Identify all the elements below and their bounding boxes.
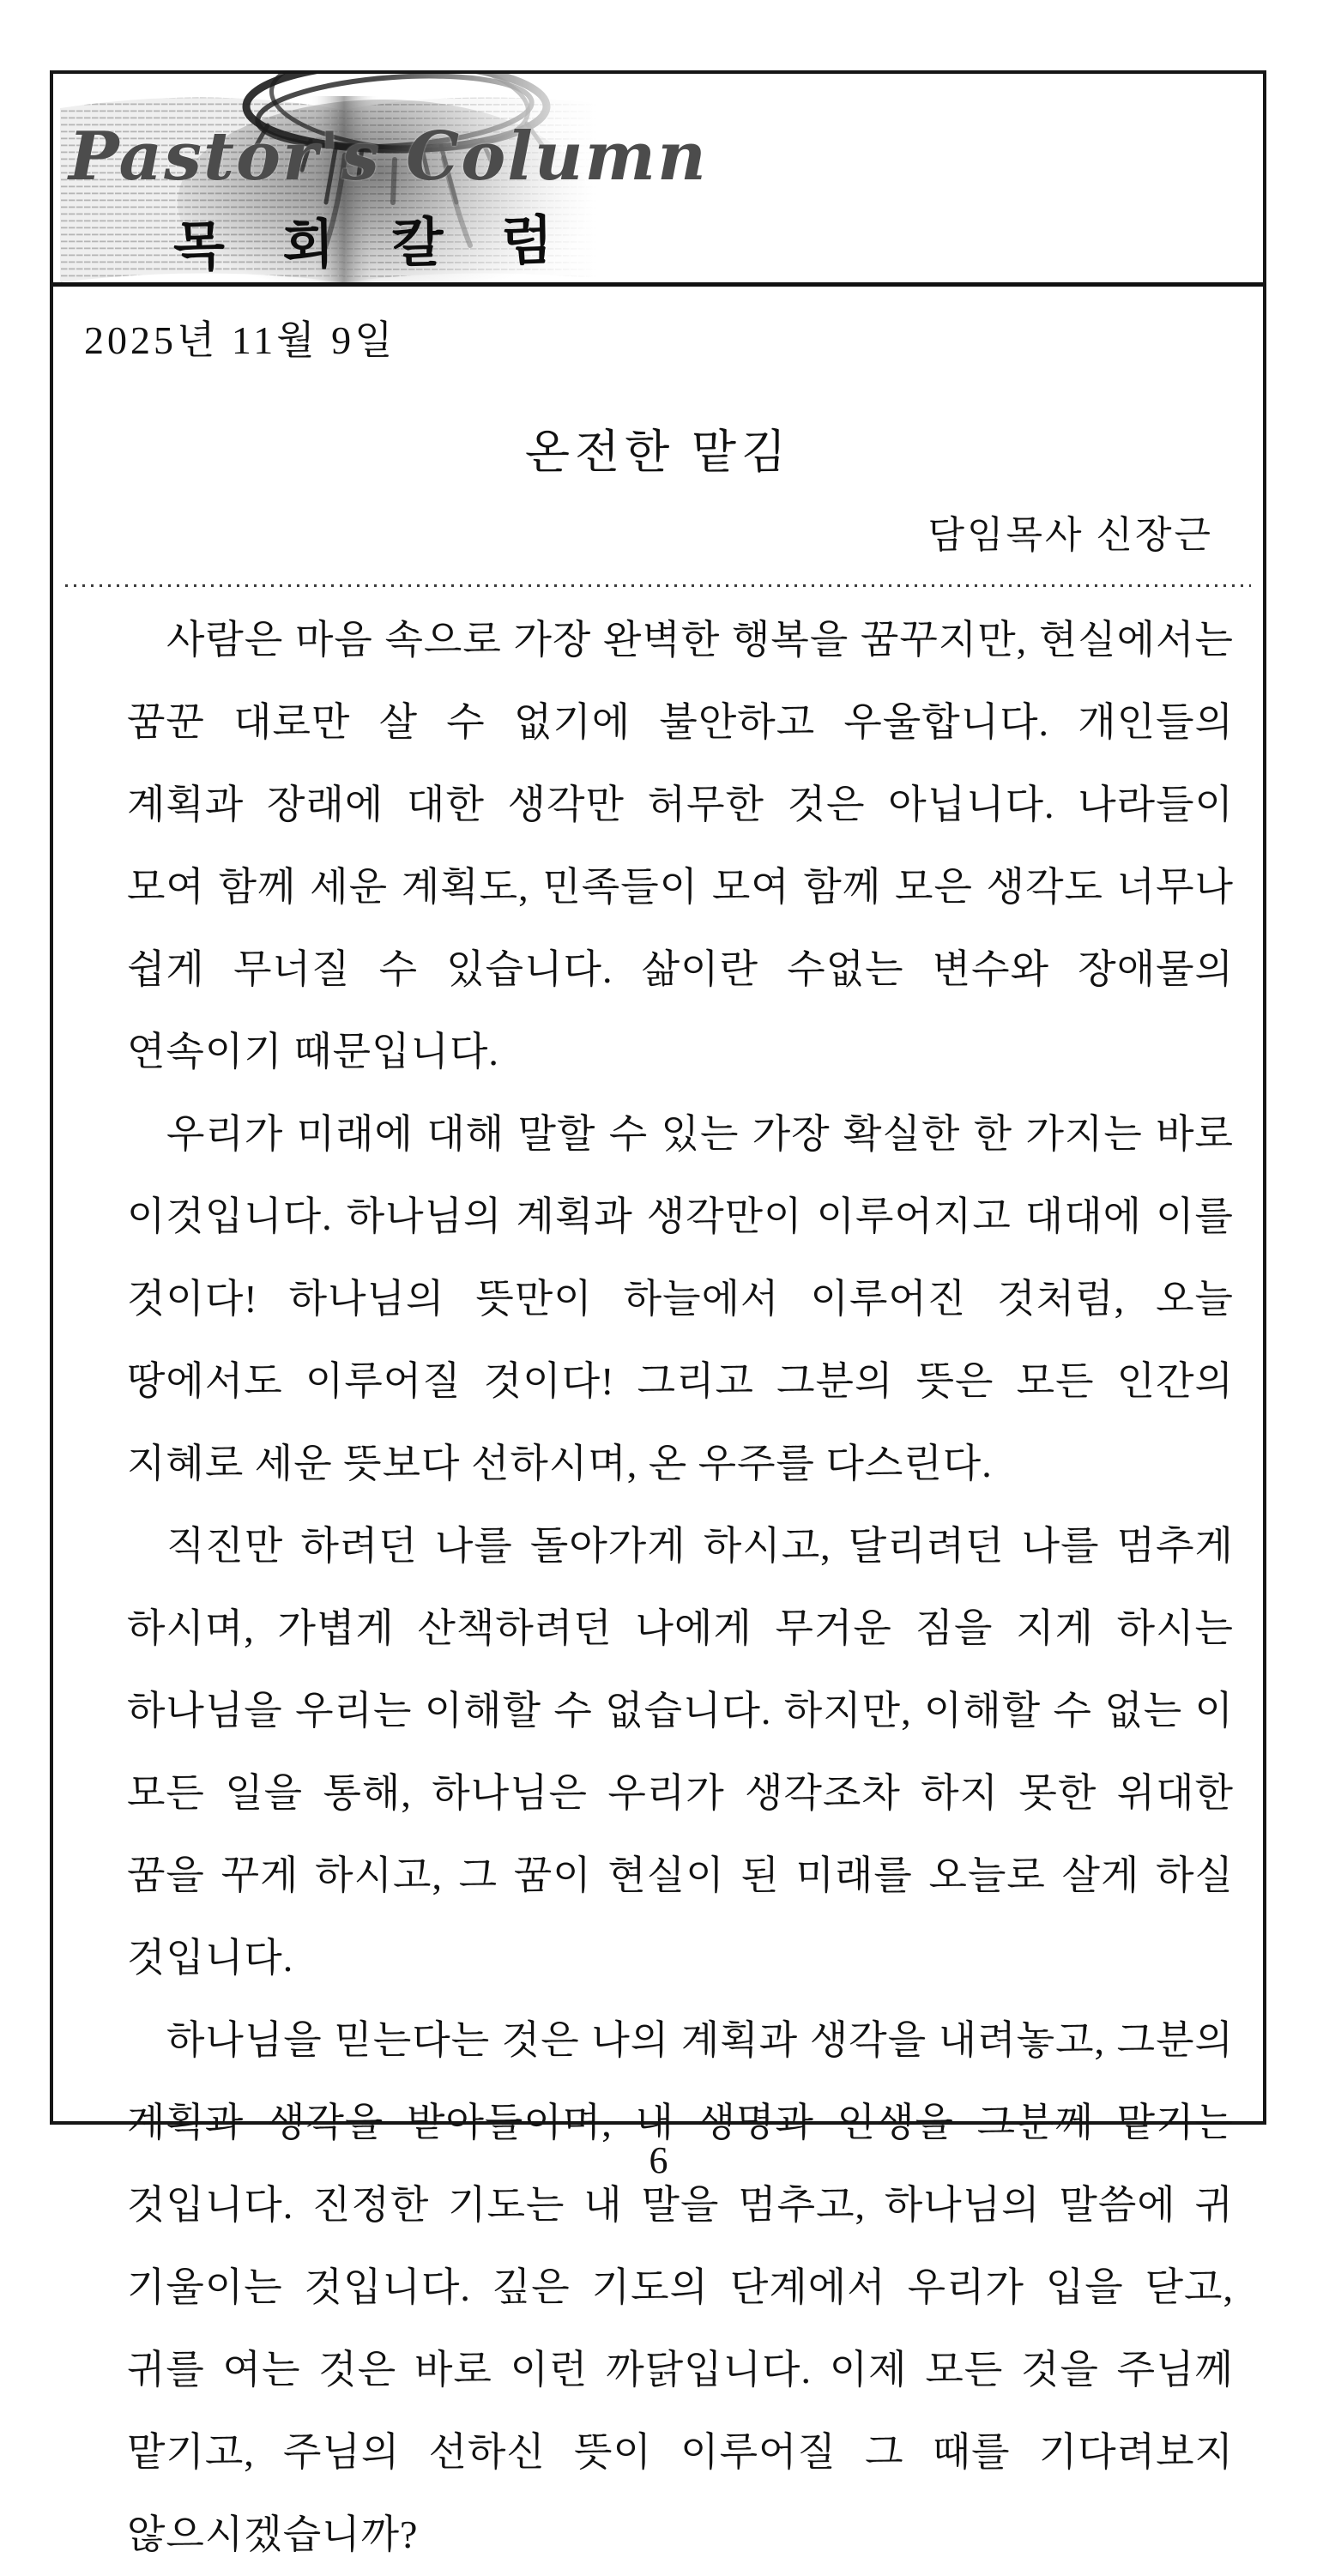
dotted-divider	[65, 584, 1251, 587]
article-content	[53, 309, 1263, 2576]
paragraph-1: 사람은 마음 속으로 가장 완벽한 행복을 꿈꾸지만, 현실에서는 꿈꾼 대로만 살 수 없기에 불안하고 우울합니다. 개인들의 계획과 장래에 대한 생각만 허무한 것은 아닙니다. 나라들이 모여 함께 세운 계획도, 민족들이 모여 함께 모은 생각도 너무나 쉽게 무너질 수 있습니다. 삶이란 수없는 변수와 장애물의 연속이기 때문입니다.	[127, 618, 1234, 1073]
column-title-korean: 목 회 칼 럼	[172, 211, 576, 278]
page-number: 6	[649, 2139, 668, 2181]
pastors-column-frame	[50, 70, 1266, 2556]
article-date: 2025년 11월 9일	[84, 318, 396, 362]
article-byline: 담임목사 신장근	[927, 514, 1213, 556]
header-banner	[53, 74, 1263, 287]
paragraph-3: 직진만 하려던 나를 돌아가게 하시고, 달리려던 나를 멈추게 하시며, 가볍게 산책하려던 나에게 무거운 짐을 지게 하시는 하나님을 우리는 이해할 수 없습니다. 하지만, 이해할 수 없는 이 모든 일을 통해, 하나님은 우리가 생각조차 하지 못한 위대한 꿈을 꾸게 하시고, 그 꿈이 현실이 된 미래를 오늘로 살게 하실 것입니다.	[127, 1524, 1234, 1980]
column-title-english: Pastor's Column	[69, 118, 708, 196]
paragraph-2: 우리가 미래에 대해 말할 수 있는 가장 확실한 한 가지는 바로 이것입니다. 하나님의 계획과 생각만이 이루어지고 대대에 이를 것이다! 하나님의 뜻만이 하늘에서 이루어진 것처럼, 오늘 땅에서도 이루어질 것이다! 그리고 그분의 뜻은 모든 인간의 지혜로 세운 뜻보다 선하시며, 온 우주를 다스린다.	[127, 1112, 1234, 1485]
article-title: 온전한 맡김	[524, 426, 792, 478]
article-body	[127, 599, 1234, 2576]
paragraph-4: 하나님을 믿는다는 것은 나의 계획과 생각을 내려놓고, 그분의 계획과 생각을 받아들이며, 내 생명과 인생을 그분께 맡기는 것입니다. 진정한 기도는 내 말을 멈추고, 하나님의 말씀에 귀 기울이는 것입니다. 깊은 기도의 단계에서 우리가 입을 닫고, 귀를 여는 것은 바로 이런 까닭입니다. 이제 모든 것을 주님께 맡기고, 주님의 선하신 뜻이 이루어질 그 때를 기다려보지 않으시겠습니까?	[127, 2018, 1234, 2556]
